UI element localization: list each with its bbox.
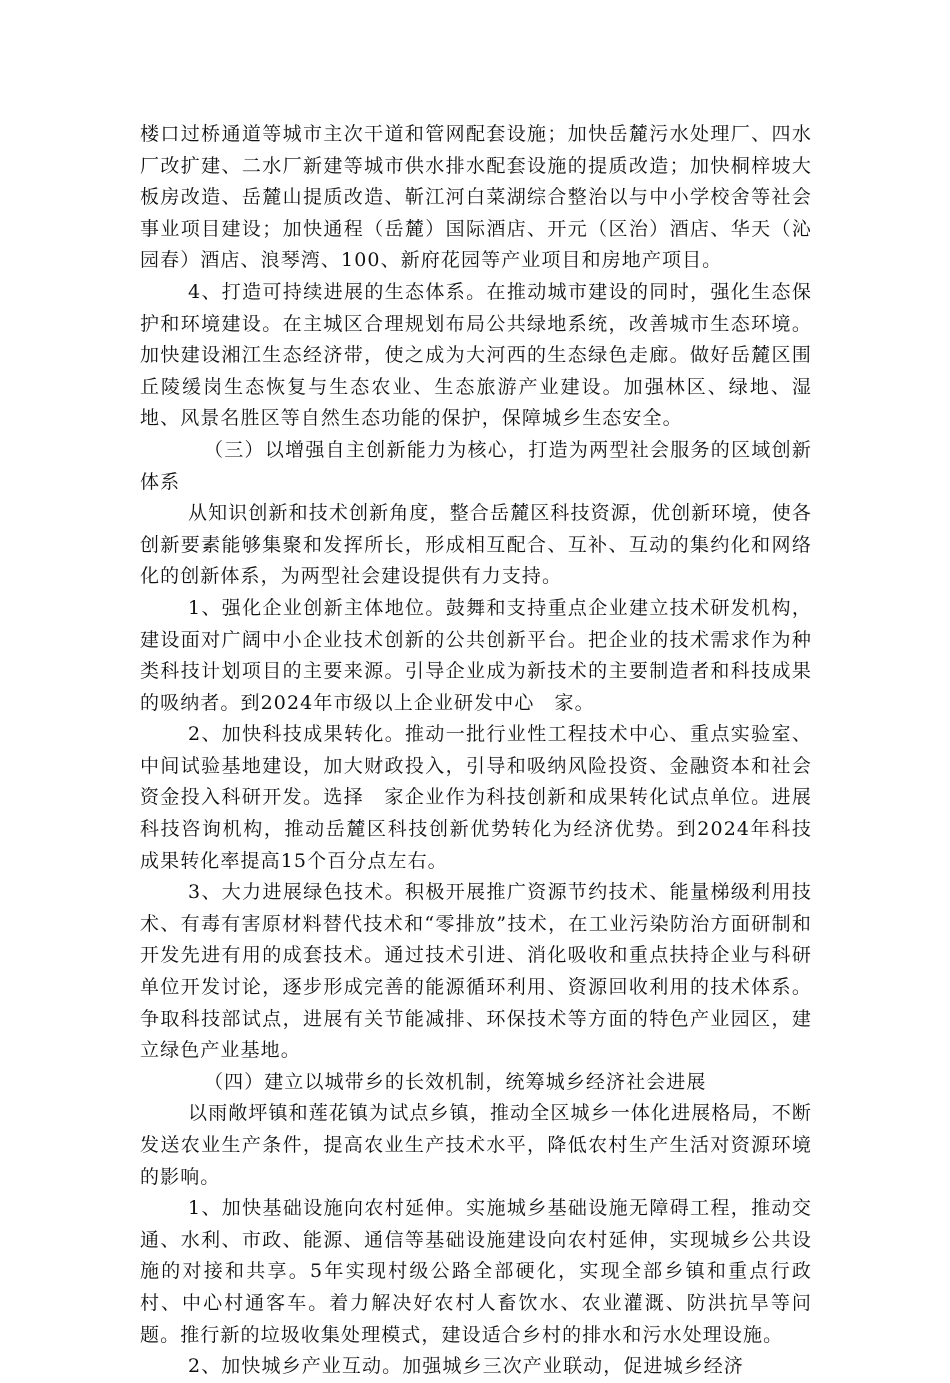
paragraph-infrastructure-projects: 楼口过桥通道等城市主次干道和管网配套设施；加快岳麓污水处理厂、四水厂改扩建、二水厂新建等城市供水排水配套设施的提质改造；加快桐梓坡大板房改造、岳麓山提质改造、靳江河白菜湖综合整治以与中小学校舍等社会事业项目建设；加快通程（岳麓）国际酒店、开元（区治）酒店、华天（沁园春）酒店、浪琴湾、100、新府花园等产业项目和房地产项目。 xyxy=(140,123,812,272)
paragraph-ecology-system: 4、打造可持续进展的生态体系。在推动城市建设的同时，强化生态保护和环境建设。在主城区合理规划布局公共绿地系统，改善城市生态环境。加快建设湘江生态经济带，使之成为大河西的生态绿色走廊。做好岳麓区围丘陵缓岗生态恢复与生态农业、生态旅游产业建设。加强林区、绿地、湿地、风景名胜区等自然生态功能的保护，保障城乡生态安全。 xyxy=(140,280,812,430)
paragraph-industry-interaction: 2、加快城乡产业互动。加强城乡三次产业联动，促进城乡经济 xyxy=(188,1355,744,1378)
document-body xyxy=(140,119,812,1383)
paragraph-urban-rural-intro: 以雨敞坪镇和莲花镇为试点乡镇，推动全区城乡一体化进展格局，不断发送农业生产条件，提高农业生产技术水平，降低农村生产生活对资源环境的影响。 xyxy=(140,1102,812,1188)
section-heading-innovation: （三）以增强自主创新能力为核心，打造为两型社会服务的区域创新体系 xyxy=(140,438,812,493)
paragraph-tech-transfer: 2、加快科技成果转化。推动一批行业性工程技术中心、重点实验室、中间试验基地建设，加大财政投入，引导和吸纳风险投资、金融资本和社会资金投入科研开发。选择 家企业作为科技创新和成果转化试点单位。进展科技咨询机构，推动岳麓区科技创新优势转化为经济优势。到2024年科技成果转化率提高15个百分点左右。 xyxy=(140,723,812,872)
paragraph-rural-infrastructure: 1、加快基础设施向农村延伸。实施城乡基础设施无障碍工程，推动交通、水利、市政、能源、通信等基础设施建设向农村延伸，实现城乡公共设施的对接和共享。5年实现村级公路全部硬化，实现全部乡镇和重点行政村、中心村通客车。着力解决好农村人畜饮水、农业灌溉、防洪抗旱等问题。推行新的垃圾收集处理模式，建设适合乡村的排水和污水处理设施。 xyxy=(140,1197,812,1346)
section-heading-urban-rural: （四）建立以城带乡的长效机制，统筹城乡经济社会进展 xyxy=(204,1070,707,1093)
paragraph-innovation-intro: 从知识创新和技术创新角度，整合岳麓区科技资源，优创新环境，使各创新要素能够集聚和发挥所长，形成相互配合、互补、互动的集约化和网络化的创新体系，为两型社会建设提供有力支持。 xyxy=(140,502,812,588)
paragraph-green-tech: 3、大力进展绿色技术。积极开展推广资源节约技术、能量梯级利用技术、有毒有害原材料替代技术和“零排放”技术，在工业污染防治方面研制和开发先进有用的成套技术。通过技术引进、消化吸收和重点扶持企业与科研单位开发讨论，逐步形成完善的能源循环利用、资源回收利用的技术体系。争取科技部试点，进展有关节能减排、环保技术等方面的特色产业园区，建立绿色产业基地。 xyxy=(140,881,812,1062)
paragraph-enterprise-innovation: 1、强化企业创新主体地位。鼓舞和支持重点企业建立技术研发机构，建设面对广阔中小企业技术创新的公共创新平台。把企业的技术需求作为种类科技计划项目的主要来源。引导企业成为新技术的主要制造者和科技成果的吸纳者。到2024年市级以上企业研发中心 家。 xyxy=(140,596,812,714)
